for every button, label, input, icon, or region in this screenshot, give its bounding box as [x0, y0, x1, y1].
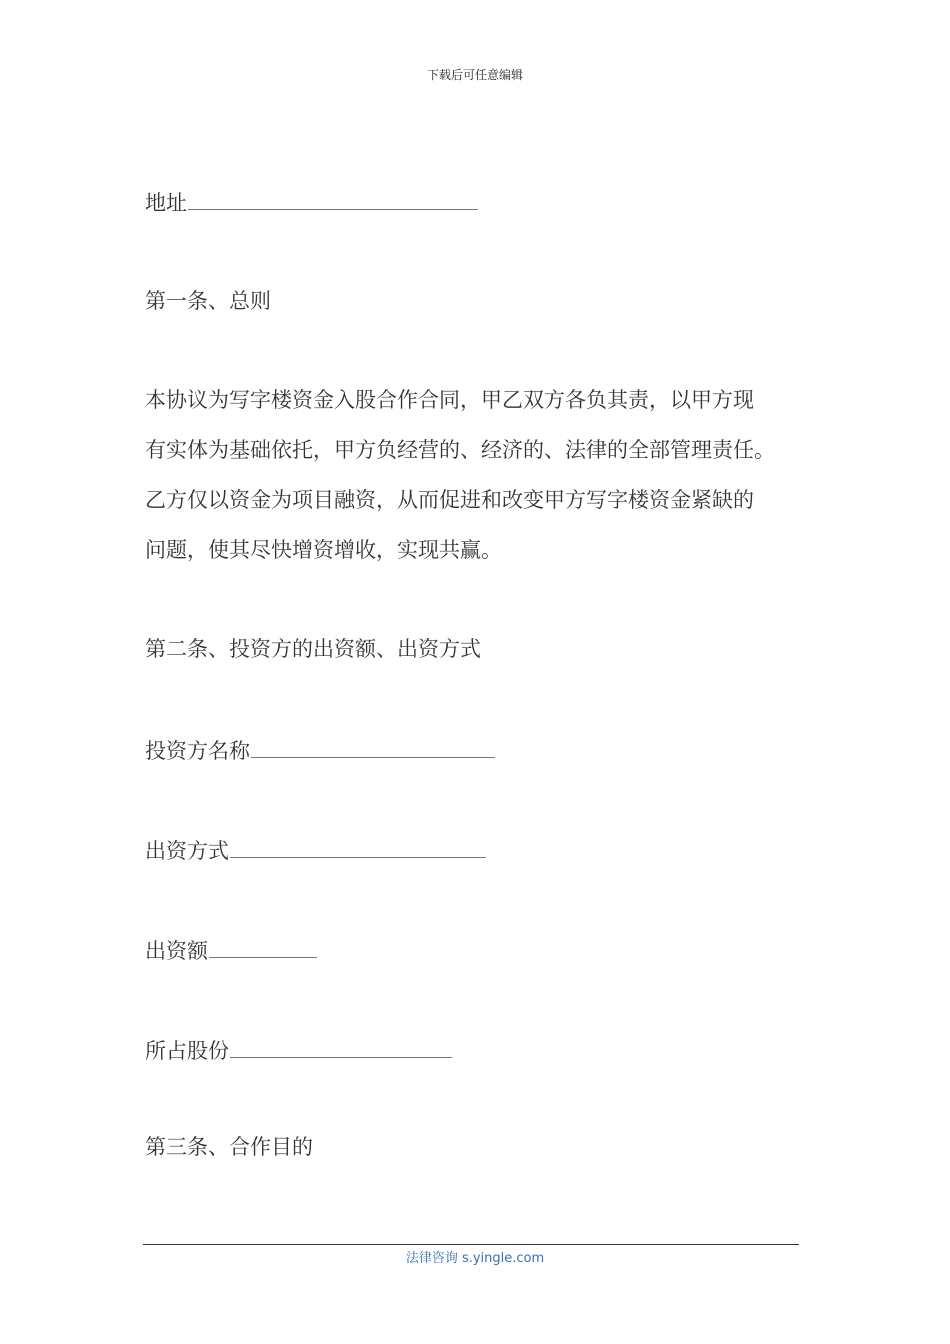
- article1-title: 第一条、总则: [145, 289, 271, 313]
- article1-line: 乙方仅以资金为项目融资，从而促进和改变甲方写字楼资金紧缺的: [145, 488, 754, 512]
- contribution-method-field: [145, 835, 486, 865]
- contribution-amount-blank: [209, 935, 317, 958]
- footer-divider: [143, 1244, 799, 1245]
- header-note: 下载后可任意编辑: [426, 68, 523, 82]
- contribution-method-label: 出资方式: [145, 839, 229, 863]
- investor-name-field: [145, 735, 495, 765]
- investor-name-label: 投资方名称: [145, 739, 250, 763]
- article1-line: 本协议为写字楼资金入股合作合同，甲乙双方各负其责，以甲方现: [145, 388, 754, 412]
- footer-link[interactable]: 法律咨询 s.yingle.com: [405, 1251, 545, 1266]
- article1-line: 有实体为基础依托，甲方负经营的、经济的、法律的全部管理责任。: [145, 438, 775, 462]
- article1-paragraph: [145, 375, 815, 575]
- address-label: 地址: [145, 191, 187, 215]
- contribution-amount-label: 出资额: [145, 939, 208, 963]
- address-blank: [188, 187, 478, 210]
- article1-line: 问题，使其尽快增资增收，实现共赢。: [145, 538, 502, 562]
- article2-title: 第二条、投资方的出资额、出资方式: [145, 637, 481, 661]
- address-field: [145, 187, 478, 217]
- contribution-amount-field: [145, 935, 317, 965]
- contribution-method-blank: [230, 835, 486, 858]
- share-blank: [230, 1035, 452, 1058]
- investor-name-blank: [251, 735, 495, 758]
- share-field: [145, 1035, 452, 1065]
- article3-title: 第三条、合作目的: [145, 1135, 313, 1159]
- share-label: 所占股份: [145, 1039, 229, 1063]
